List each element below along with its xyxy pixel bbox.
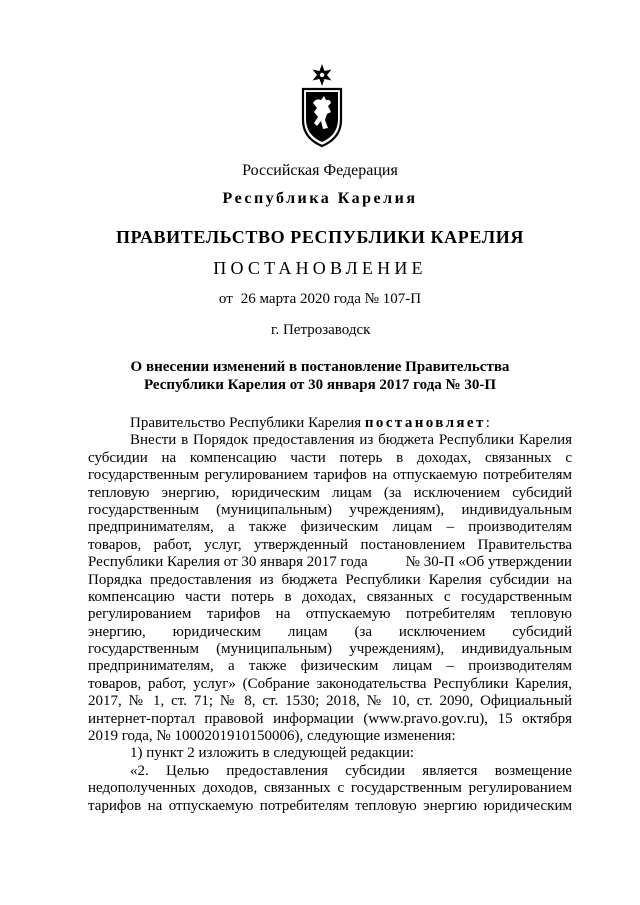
body-line: государственным (муниципальным) учреждениям), индивидуальным xyxy=(88,501,572,518)
body-line: 1) пункт 2 изложить в следующей редакции: xyxy=(130,745,415,762)
body-line: «2. Целью предоставления субсидии является возмещение xyxy=(130,762,572,779)
body-line: интернет-портал правовой информации (www.pravo.gov.ru), 15 октября xyxy=(88,710,572,727)
title-line: Республики Карелия от 30 января 2017 года № 30-П xyxy=(143,377,497,393)
body-line: товаров, работ, услуг» (Собрание законодательства Республики Карелия, xyxy=(88,675,572,692)
body-line: государственным (муниципальным) учреждениям), индивидуальным xyxy=(88,641,572,658)
document-date: 26 марта 2020 года xyxy=(240,291,361,307)
document-type: ПОСТАНОВЛЕНИЕ xyxy=(213,258,427,278)
document-body xyxy=(88,415,572,815)
karelia-coat-of-arms-emblem xyxy=(300,62,344,148)
text-span: Республики Карелия от 30 января 2017 года xyxy=(88,554,368,571)
country-name: Российская Федерация xyxy=(242,162,398,179)
date-prefix: от xyxy=(218,291,233,307)
republic-name: Республика Карелия xyxy=(222,190,418,207)
body-line xyxy=(88,554,572,571)
body-line: государственным регулированием тарифов на отпускаемую потребителям xyxy=(88,467,572,484)
body-line xyxy=(88,415,572,432)
body-line: 2017, № 1, ст. 71; № 8, ст. 1530; 2018, № 10, ст. 2090, Официальный xyxy=(88,693,572,710)
body-line: энергию, юридическим лицам (за исключением субсидий xyxy=(88,623,572,640)
body-line: недополученных доходов, связанных с государственным регулированием xyxy=(88,780,572,797)
document-title xyxy=(0,358,640,394)
document-number: № 107-П xyxy=(364,291,422,307)
text-span: Правительство Республики Карелия xyxy=(130,415,362,431)
body-line: Порядка предоставления из бюджета Республики Карелия субсидии на xyxy=(88,571,572,588)
body-line: регулированием тарифов на отпускаемую потребителям тепловую xyxy=(88,606,572,623)
government-heading: ПРАВИТЕЛЬСТВО РЕСПУБЛИКИ КАРЕЛИЯ xyxy=(116,227,524,247)
date-line xyxy=(0,291,640,308)
text-span: № 30-П «Об утверждении xyxy=(405,554,572,571)
star-icon xyxy=(313,64,332,86)
city: г. Петрозаводск xyxy=(271,322,371,338)
title-line: О внесении изменений в постановление Правительства xyxy=(130,359,510,375)
body-line: компенсацию части потерь в доходах, связанных с государственным xyxy=(88,588,572,605)
body-line: предпринимателям, а также физическим лицам – производителям xyxy=(88,658,572,675)
text-span: : xyxy=(485,415,490,431)
body-line: тепловую энергию, юридическим лицам (за исключением субсидий xyxy=(88,484,572,501)
body-line: 2019 года, № 1000201910150006), следующие изменения: xyxy=(88,728,456,745)
body-line: Внести в Порядок предоставления из бюджета Республики Карелия xyxy=(130,432,572,449)
body-line: субсидии на компенсацию части потерь в доходах, связанных с xyxy=(88,449,572,466)
body-line: тарифов на отпускаемую потребителям тепловую энергию юридическим xyxy=(88,797,572,814)
keyword-postanovlyaet: постановляет xyxy=(364,415,486,431)
body-line: предпринимателям, а также физическим лицам – производителям xyxy=(88,519,572,536)
body-line: товаров, работ, услуг, утвержденный постановлением Правительства xyxy=(88,536,572,553)
